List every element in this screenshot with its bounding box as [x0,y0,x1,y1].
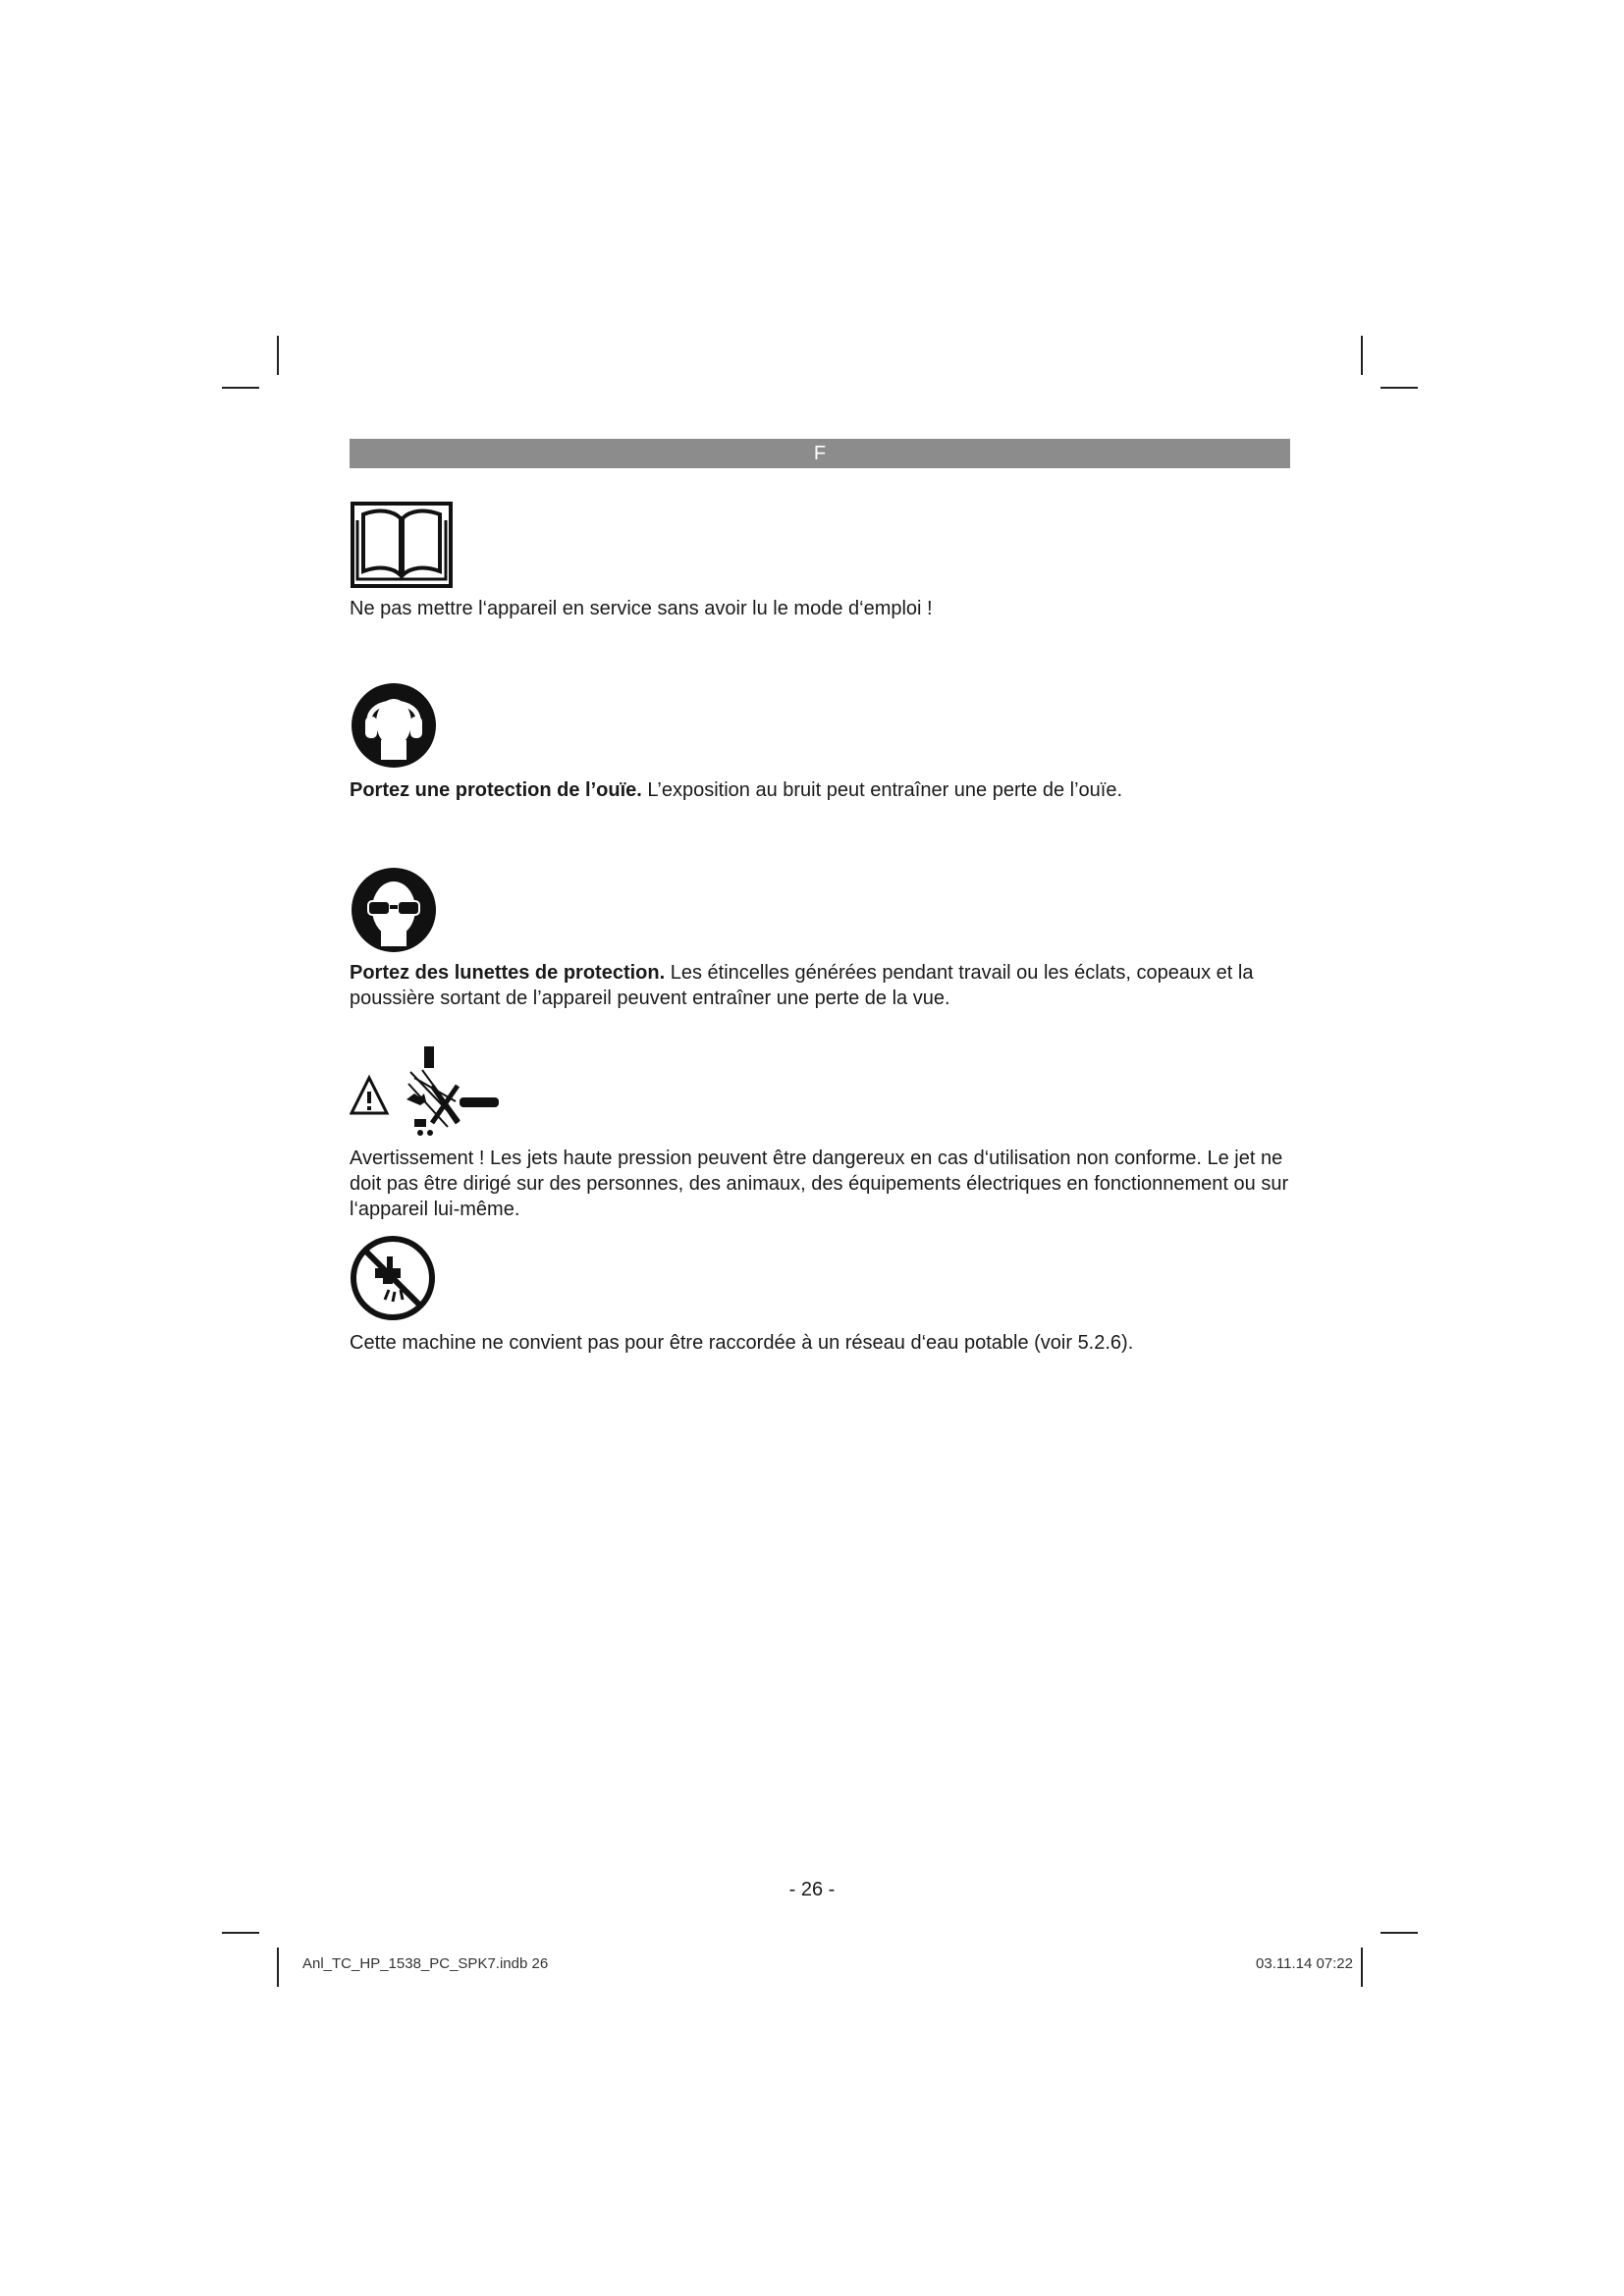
crop-mark [277,336,279,375]
eye-protection-text [350,960,1292,1011]
hearing-protection-bold: Portez une protection de l’ouïe. [350,779,642,801]
crop-mark [222,1932,259,1934]
high-pressure-warning-text: Avertissement ! Les jets haute pression peuvent être dangereux en cas d‘utilisation non conforme. Le jet ne doit pas être dirigé sur des personnes, des animaux, des équipements électriques en fonctionnement ou sur l‘appareil lui-même. [350,1148,1289,1220]
eye-protection-icon [350,866,438,954]
hearing-protection-icon [350,681,438,770]
eye-protection-detail: Les étincelles générées pendant travail ou les éclats, copeaux et la poussière sortant de l’appareil peuvent entraîner une perte de la vue. [350,962,1254,1009]
crop-mark [1380,387,1418,389]
no-drinking-water-connection-icon [350,1235,436,1321]
crop-mark [222,387,259,389]
footer-datetime: 03.11.14 07:22 [1256,1955,1353,1972]
instruction-text: Ne pas mettre l‘appareil en service sans avoir lu le mode d‘emploi ! [350,598,933,619]
hearing-protection-text [350,777,1292,803]
manual-book-icon [350,501,454,589]
eye-protection-bold: Portez des lunettes de protection. [350,962,666,984]
no-drinking-water-text: Cette machine ne convient pas pour être raccordée à un réseau d‘eau potable (voir 5.2.6). [350,1332,1134,1354]
footer-file-name: Anl_TC_HP_1538_PC_SPK7.indb 26 [302,1955,549,1972]
crop-mark [1361,336,1363,375]
hearing-protection-detail: L’exposition au bruit peut entraîner une perte de l’ouïe. [641,779,1123,801]
crop-mark [1380,1932,1418,1934]
page-number: - 26 - [788,1879,836,1900]
language-header-bar: F [350,439,1290,468]
crop-mark [1361,1948,1363,1987]
high-pressure-warning-icon [350,1042,516,1137]
crop-mark [277,1948,279,1987]
